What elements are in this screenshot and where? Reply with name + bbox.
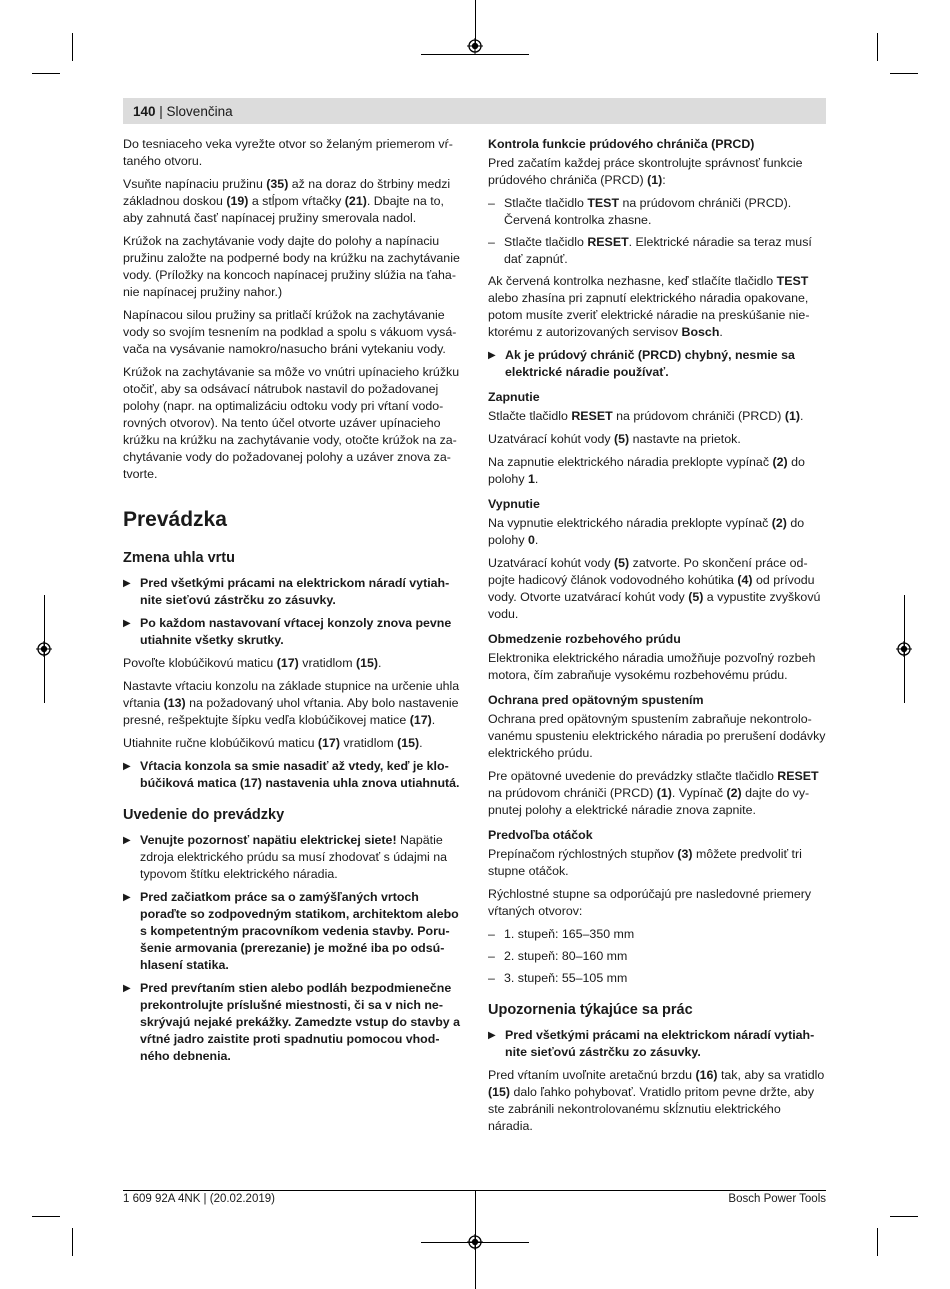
dash-item-text: Stlačte tlačidlo TEST na prúdovom chrániči (PRCD). Červená kontrolka zhasne. [504, 196, 792, 227]
registration-mark-icon [467, 38, 483, 54]
dash-marker: – [488, 971, 495, 985]
paragraph: Rýchlostné stupne sa odporúčajú pre nasledovné priemery vŕtaných otvorov: [488, 887, 812, 918]
bullet-text: Vŕtacia konzola sa smie nasadiť až vtedy, keď je klobúčiková matica (17) nastavenia uhla znova utiahnutá. [140, 759, 460, 790]
paragraph: Ak červená kontrolka nezhasne, keď stlačíte tlačidlo TEST alebo zhasína pri zapnutí elektrického náradia opakovane, potom musíte zveriť elektrické náradie na preskúšanie niektorému z autorizovaných servisov Bosch. [488, 274, 810, 339]
dash-item-text: 3. stupeň: 55–105 mm [504, 971, 628, 985]
bullet-arrow-icon: ▶ [123, 761, 131, 772]
bullet-text: Ak je prúdový chránič (PRCD) chybný, nesmie sa elektrické náradie používať. [505, 348, 795, 379]
paragraph: Prepínačom rýchlostných stupňov (3) môžete predvoliť tri stupne otáčok. [488, 847, 802, 878]
crop-mark [421, 54, 529, 55]
paragraph: Ochrana pred opätovným spustením zabraňuje nekontrolovanému spusteniu elektrického náradia po prerušení dodávky elektrického prúdu. [488, 712, 826, 760]
right-column [488, 136, 826, 1141]
dash-item-text: 1. stupeň: 165–350 mm [504, 927, 635, 941]
warning-bullet [488, 347, 826, 381]
warning-bullet [123, 980, 461, 1065]
paragraph: Krúžok na zachytávanie vody dajte do polohy a napínaciu pružinu založte na podperné body na krúžku na zachytávanie vody. (Príložky na koncoch napínacej pružiny slúžia na ťahanie napínacej pružiny nahor.) [123, 234, 460, 299]
footer-rule [123, 1190, 826, 1191]
paragraph: Uzatvárací kohút vody (5) nastavte na prietok. [488, 432, 741, 446]
crop-mark [890, 1216, 918, 1217]
paragraph: Stlačte tlačidlo RESET na prúdovom chrániči (PRCD) (1). [488, 409, 804, 423]
bullet-arrow-icon: ▶ [123, 578, 131, 589]
crop-mark [32, 1216, 60, 1217]
crop-mark [890, 73, 918, 74]
dash-list-item [488, 195, 826, 229]
bullet-text: Pred začiatkom práce sa o zamýšľaných vrtoch poraďte so zodpovedným statikom, architektom alebo s kompetentným pracovníkom vedenia stavby. Porušenie armovania (prerezanie) je možné iba po odsúhlasení statika. [140, 890, 459, 972]
footer-doc-id: 1 609 92A 4NK | (20.02.2019) [123, 1193, 275, 1205]
dash-marker: – [488, 927, 495, 941]
warning-bullet [123, 889, 461, 974]
bullet-arrow-icon: ▶ [123, 618, 131, 629]
crop-mark [32, 73, 60, 74]
warning-bullet [488, 1027, 826, 1061]
subsection-heading: Uvedenie do prevádzky [123, 807, 285, 823]
dash-marker: – [488, 949, 495, 963]
paragraph: Na zapnutie elektrického náradia preklopte vypínač (2) do polohy 1. [488, 455, 805, 486]
dash-marker: – [488, 235, 495, 249]
warning-bullet [123, 615, 461, 649]
bullet-arrow-icon: ▶ [488, 1030, 496, 1041]
bullet-text: Venujte pozornosť napätiu elektrickej siete! Napätie zdroja elektrického prúdu sa musí zhodovať s údajmi na typovom štítku elektrického náradia. [140, 833, 448, 881]
dash-item-text: 2. stupeň: 80–160 mm [504, 949, 628, 963]
warning-bullet [123, 575, 461, 609]
paragraph: Pre opätovné uvedenie do prevádzky stlačte tlačidlo RESET na prúdovom chrániči (PRCD) (1). Vypínač (2) dajte do vypnutej polohy a elektrické náradie znova zapnite. [488, 769, 819, 817]
registration-mark-icon [36, 641, 52, 657]
paragraph: Napínacou silou pružiny sa pritlačí krúžok na zachytávanie vody so svojím tesnením na podklad a spolu s vákuom vysávača na vysávanie namokro/nasucho bráni vytekaniu vody. [123, 308, 457, 356]
left-column [123, 136, 461, 1071]
registration-mark-icon [467, 1234, 483, 1250]
crop-mark [877, 33, 878, 61]
paragraph: Nastavte vŕtaciu konzolu na základe stupnice na určenie uhla vŕtania (13) na požadovaný uhol vŕtania. Aby bolo nastavenie presné, rešpektujte šípku vedľa klobúčikovej matice (17). [123, 679, 460, 727]
minor-heading: Zapnutie [488, 390, 540, 404]
bullet-arrow-icon: ▶ [488, 350, 496, 361]
paragraph: Do tesniaceho veka vyrežte otvor so želaným priemerom vŕtaného otvoru. [123, 137, 453, 168]
subsection-heading: Upozornenia týkajúce sa prác [488, 1002, 693, 1018]
crop-mark [72, 33, 73, 61]
bullet-arrow-icon: ▶ [123, 983, 131, 994]
paragraph: Na vypnutie elektrického náradia preklopte vypínač (2) do polohy 0. [488, 516, 805, 547]
dash-item-text: Stlačte tlačidlo RESET. Elektrické náradie sa teraz musí dať zapnúť. [504, 235, 812, 266]
minor-heading: Obmedzenie rozbehového prúdu [488, 632, 681, 646]
paragraph: Vsuňte napínaciu pružinu (35) až na doraz do štrbiny medzi základnou doskou (19) a stĺpom vŕtačky (21). Dbajte na to, aby zahnutá časť napínacej pružiny smerovala nadol. [123, 177, 451, 225]
paragraph: Elektronika elektrického náradia umožňuje pozvoľný rozbeh motora, čím zabraňuje vysokému rozbehovému prúdu. [488, 651, 816, 682]
minor-heading: Ochrana pred opätovným spustením [488, 693, 704, 707]
paragraph: Utiahnite ručne klobúčikovú maticu (17) vratidlom (15). [123, 736, 423, 750]
dash-list-item [488, 234, 826, 268]
minor-heading: Kontrola funkcie prúdového chrániča (PRCD) [488, 137, 755, 151]
crop-mark [877, 1228, 878, 1256]
warning-bullet [123, 758, 461, 792]
bullet-arrow-icon: ▶ [123, 835, 131, 846]
page-number: 140 [133, 104, 156, 119]
section-title: Prevádzka [123, 508, 227, 531]
dash-marker: – [488, 196, 495, 210]
dash-list-item [488, 970, 826, 987]
bullet-text: Pred všetkými prácami na elektrickom náradí vytiahnite sieťovú zástrčku zo zásuvky. [505, 1028, 815, 1059]
crop-mark [72, 1228, 73, 1256]
dash-list-item [488, 926, 826, 943]
bullet-arrow-icon: ▶ [123, 892, 131, 903]
page-language: Slovenčina [166, 104, 233, 119]
footer-brand: Bosch Power Tools [728, 1193, 826, 1205]
bullet-text: Po každom nastavovaní vŕtacej konzoly znova pevne utiahnite všetky skrutky. [140, 616, 452, 647]
paragraph: Krúžok na zachytávanie sa môže vo vnútri upínacieho krúžku otočiť, aby sa odsávací nátrubok nastavil do požadovanej polohy (napr. na optimalizáciu odtoku vody pri vŕtaní vodorovných otvorov). Na tento účel otvorte uzáver upínacieho krúžku na krúžku na zachytávanie vody, otočte krúžok na zachytávanie vody do požadovanej polohy a uzáver znova zatvorte. [123, 365, 460, 481]
paragraph: Povoľte klobúčikovú maticu (17) vratidlom (15). [123, 656, 382, 670]
paragraph: Uzatvárací kohút vody (5) zatvorte. Po skončení práce odpojte hadicový článok vodovodného kohútika (4) od prívodu vody. Otvorte uzatvárací kohút vody (5) a vypustite zvyškovú vodu. [488, 556, 821, 621]
warning-bullet [123, 832, 461, 883]
bullet-text: Pred všetkými prácami na elektrickom náradí vytiahnite sieťovú zástrčku zo zásuvky. [140, 576, 450, 607]
subsection-heading: Zmena uhla vrtu [123, 550, 235, 566]
minor-heading: Vypnutie [488, 497, 540, 511]
paragraph: Pred vŕtaním uvoľnite aretačnú brzdu (16) tak, aby sa vratidlo (15) dalo ľahko pohybovať. Vratidlo pritom pevne držte, aby ste zabránili nekontrolovanému skĺznutiu elektrického náradia. [488, 1068, 825, 1133]
paragraph: Pred začatím každej práce skontrolujte správnosť funkcie prúdového chrániča (PRCD) (1): [488, 156, 803, 187]
dash-list-item [488, 948, 826, 965]
bullet-text: Pred prevŕtaním stien alebo podláh bezpodmienečne prekontrolujte príslušné miestnosti, či sa v nich neskrývajú nejaké prekážky. Zamedzte vstup do stavby a vŕtné jadro zaistite proti spadnutiu pomocou vhodného debnenia. [140, 981, 461, 1063]
registration-mark-icon [896, 641, 912, 657]
page-header-text: 140 | Slovenčina [133, 104, 233, 119]
minor-heading: Predvoľba otáčok [488, 828, 593, 842]
